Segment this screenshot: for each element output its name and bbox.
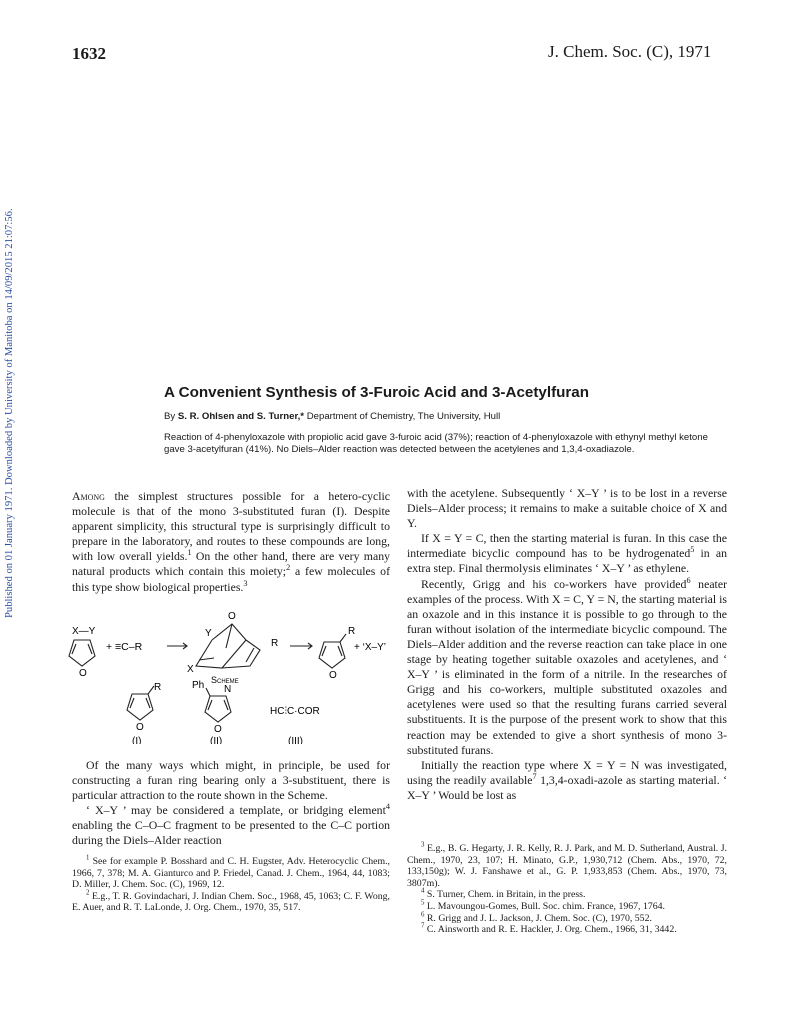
- byline-prefix: By: [164, 411, 176, 422]
- scheme-xy-product: + ‘X–Y’: [354, 642, 386, 653]
- right-paragraph-4: [407, 758, 727, 803]
- scheme-drawing: [62, 606, 392, 744]
- scheme-n-label: N: [224, 684, 232, 695]
- scheme-caption: Scheme: [211, 675, 239, 685]
- scheme-reagent: + ≡C–R: [106, 641, 143, 653]
- reaction-scheme: [62, 606, 392, 744]
- scheme-ph-label: Ph: [192, 680, 205, 691]
- compound-label-i: (I): [132, 736, 142, 744]
- footnote-text: E.g., T. R. Govindachari, J. Indian Chem. Soc., 1968, 45, 1063; C. F. Wong, E. Auer, and R. T. LaLonde, J. Org. Chem., 1970, 35, 517.: [72, 890, 390, 914]
- footnote: [407, 889, 727, 901]
- intro-paragraph: [72, 489, 390, 595]
- ref-7[interactable]: 7: [532, 771, 537, 781]
- page-number: 1632: [72, 44, 106, 63]
- left-column-intro: [72, 489, 390, 595]
- footnote-text: R. Grigg and J. L. Jackson, J. Chem. Soc. (C), 1970, 552.: [426, 912, 652, 924]
- rp3-text-a: Recently, Grigg and his co-workers have provided: [421, 576, 687, 591]
- lead-word: Among: [72, 489, 105, 503]
- intro-text-3: a few molecules of this type show biological properties.: [72, 564, 390, 594]
- footnote-number: 1: [86, 854, 90, 862]
- footnote: [72, 891, 390, 914]
- footnote-number: 4: [421, 888, 425, 896]
- ref-2[interactable]: 2: [286, 563, 291, 573]
- ref-3[interactable]: 3: [243, 578, 248, 588]
- scheme-xy-label: X—Y: [72, 626, 96, 637]
- right-paragraph-1: with the acetylene. Subsequently ‘ X–Y ’ is to be lost in a reverse Diels–Alder process; it remains to make a suitable choice of X and Y.: [407, 486, 727, 531]
- footnote-number: 6: [421, 911, 425, 919]
- scheme-o-label-4: O: [136, 722, 144, 733]
- paragraph-2: Of the many ways which might, in principle, be used for constructing a furan ring bearing only a 3-substituent, there is particular attraction to the route shown in the Scheme.: [72, 758, 390, 803]
- scheme-r-label-2: R: [348, 626, 356, 637]
- compound-label-ii: (II): [210, 736, 223, 744]
- scheme-o-label-3: O: [329, 670, 337, 681]
- scheme-o-label-5: O: [214, 724, 222, 735]
- ref-5[interactable]: 5: [690, 545, 695, 555]
- footnote-number: 3: [421, 841, 425, 849]
- footnote-number: 7: [421, 922, 425, 930]
- abstract: Reaction of 4-phenyloxazole with propiolic acid gave 3-furoic acid (37%); reaction of 4-phenyloxazole with ethynyl methyl ketone gave 3-acetylfuran (41%). No Diels–Alder reaction was detected between the acetylenes and 1,3,4-oxadiazole.: [164, 432, 708, 456]
- intro-text-2: On the other hand, there are very many natural products which contain this moiety;: [72, 549, 390, 579]
- ref-4[interactable]: 4: [385, 802, 390, 812]
- scheme-y-label: Y: [205, 628, 212, 639]
- intro-text-1: the simplest structures possible for a hetero-cyclic molecule is that of the mono 3-substituted furan (I). Despite apparent simplicity, this structural type is surprisingly difficult to prepare in the laboratory, and routes to these compounds are long, with low overall yields.: [72, 489, 390, 564]
- compound-label-iii: (III): [288, 736, 303, 744]
- footnote-text: S. Turner, Chem. in Britain, in the press.: [426, 889, 586, 901]
- footnote-number: 5: [421, 899, 425, 907]
- footnote: [407, 924, 727, 936]
- footnote: [72, 856, 390, 891]
- byline: [164, 411, 500, 422]
- rp4-text-a: Initially the reaction type where X = Y = N was investigated, using the readily available: [407, 757, 727, 787]
- p3-text-a: ‘ X–Y ’ may be considered a template, or bridging element: [86, 803, 386, 818]
- footnote-text: E.g., B. G. Hegarty, J. R. Kelly, R. J. Park, and M. D. Sutherland, Austral. J. Chem., 1970, 23, 107; H. Minato, G.P., 1,930,712 (Chem. Abs., 1970, 72, 133,150g); W. J. Fanshawe et al., G. P. 1,933,853 (Chem. Abs., 1970, 73, 3807m).: [407, 843, 727, 889]
- scheme-o-label-1: O: [79, 668, 87, 679]
- scheme-r-label-1: R: [271, 638, 279, 649]
- right-paragraph-3: [407, 577, 727, 758]
- footnotes-left: [72, 856, 390, 914]
- compound-iii-formula: HC⫶C·COR: [270, 706, 320, 717]
- footnote-text: L. Mavoungou-Gomes, Bull. Soc. chim. France, 1967, 1764.: [426, 900, 665, 912]
- ref-6[interactable]: 6: [686, 575, 691, 585]
- paragraph-3: [72, 803, 390, 848]
- rp3-text-b: neater examples of the process. With X = C, Y = N, the starting material is an oxazole and in this instance it is possible to go through to the furan without isolation of the intermediate bicyclic compound. The Diels–Alder addition and the reverse reaction can take place in one stage by heating together suitable oxazoles and acetylenes, and ‘ X–Y ’ is eliminated in the form of a nitrile. In the researches of Grigg and his co-workers, multiple substituted oxazoles and acetylenes were used so that the resulting furans carried several substituents. It is the purpose of the present work to show that this reaction may be extended to give a short synthesis of mono 3-substituted furans.: [407, 576, 727, 757]
- p3-text-b: enabling the C–O–C fragment to be presented to the C–C portion during the Diels–Alder reaction: [72, 818, 390, 848]
- download-notice[interactable]: Published on 01 January 1971. Downloaded by University of Manitoba on 14/09/2015 21:07:56.: [4, 208, 15, 618]
- footnote: [407, 901, 727, 913]
- right-paragraph-2: [407, 531, 727, 576]
- rp2-text-b: in an extra step. Final thermolysis eliminates ‘ X–Y ’ as ethylene.: [407, 546, 727, 576]
- ref-1[interactable]: 1: [187, 548, 192, 558]
- scheme-o-label-2: O: [228, 611, 236, 622]
- right-column: [407, 486, 727, 803]
- footnote: [407, 843, 727, 889]
- footnote-number: 2: [86, 889, 90, 897]
- authors: S. R. Ohlsen and S. Turner,*: [177, 411, 305, 422]
- footnote-text: See for example P. Bosshard and C. H. Eugster, Adv. Heterocyclic Chem., 1966, 7, 378; M. A. Gianturco and P. Friedel, Canad. J. Chem., 1964, 44, 1083; D. Miller, J. Chem. Soc. (C), 1969, 12.: [72, 856, 391, 891]
- left-column-body: [72, 758, 390, 849]
- footnote: [407, 913, 727, 925]
- rp2-text-a: If X = Y = C, then the starting material is furan. In this case the intermediate bicyclic compound has to be hydrogenated: [407, 531, 727, 561]
- footnote-text: C. Ainsworth and R. E. Hackler, J. Org. Chem., 1966, 31, 3442.: [426, 924, 677, 936]
- scheme-r-label-3: R: [154, 682, 162, 693]
- journal-header: J. Chem. Soc. (C), 1971: [548, 42, 712, 61]
- affiliation: Department of Chemistry, The University, Hull: [306, 411, 501, 422]
- article-title: A Convenient Synthesis of 3-Furoic Acid and 3-Acetylfuran: [164, 384, 590, 401]
- scheme-x-label: X: [187, 664, 194, 675]
- rp4-text-b: 1,3,4-oxadi-azole as starting material. ‘ X–Y ’ Would be lost as: [407, 772, 728, 802]
- footnotes-right: [407, 843, 727, 936]
